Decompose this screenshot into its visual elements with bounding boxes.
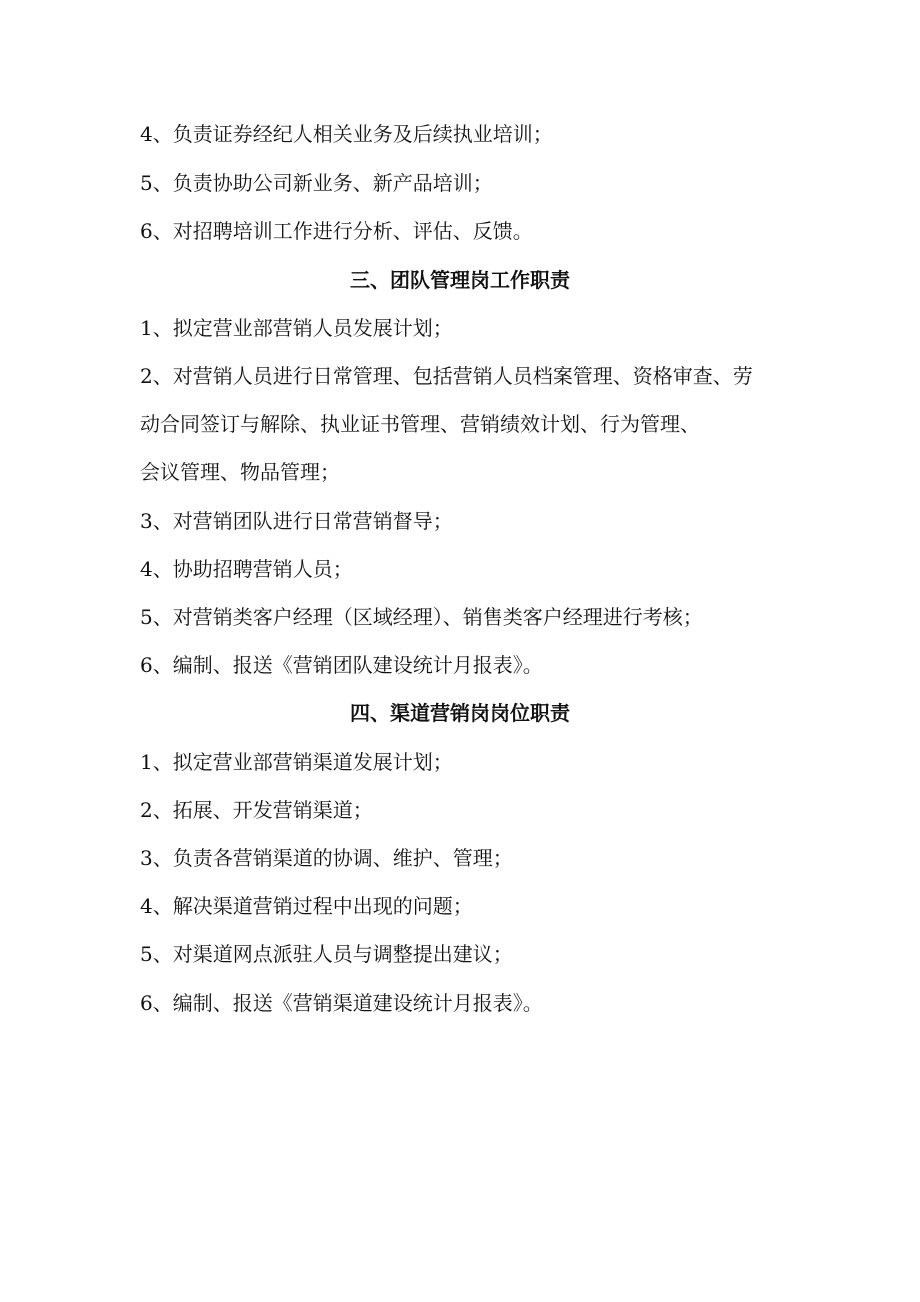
section-three-item-2-cont: 动合同签订与解除、执业证书管理、营销绩效计划、行为管理、 xyxy=(140,412,700,436)
section-three-item-4: 4、协助招聘营销人员； xyxy=(140,557,353,581)
section-four-heading: 四、渠道营销岗岗位职责 xyxy=(350,701,570,725)
section-three-heading: 三、团队管理岗工作职责 xyxy=(350,268,570,292)
section-two-item-4: 4、负责证券经纪人相关业务及后续执业培训； xyxy=(140,122,553,146)
section-four-item-5: 5、对渠道网点派驻人员与调整提出建议； xyxy=(140,942,513,966)
section-four-item-4: 4、解决渠道营销过程中出现的问题； xyxy=(140,894,473,918)
section-four-item-2: 2、拓展、开发营销渠道； xyxy=(140,798,373,822)
section-three-item-2-cont-2: 会议管理、物品管理； xyxy=(140,460,340,484)
section-three-item-3: 3、对营销团队进行日常营销督导； xyxy=(140,509,453,533)
section-four-item-6: 6、编制、报送《营销渠道建设统计月报表》。 xyxy=(140,991,543,1015)
section-three-item-5: 5、对营销类客户经理（区域经理）、销售类客户经理进行考核； xyxy=(140,605,703,629)
section-four-item-1: 1、拟定营业部营销渠道发展计划； xyxy=(140,750,453,774)
section-three-item-2: 2、对营销人员进行日常管理、包括营销人员档案管理、资格审查、劳 xyxy=(140,364,753,388)
section-three-item-1: 1、拟定营业部营销人员发展计划； xyxy=(140,316,453,340)
section-three-item-6: 6、编制、报送《营销团队建设统计月报表》。 xyxy=(140,653,543,677)
section-two-item-6: 6、对招聘培训工作进行分析、评估、反馈。 xyxy=(140,219,533,243)
section-two-item-5: 5、负责协助公司新业务、新产品培训； xyxy=(140,171,493,195)
section-four-item-3: 3、负责各营销渠道的协调、维护、管理； xyxy=(140,846,513,870)
